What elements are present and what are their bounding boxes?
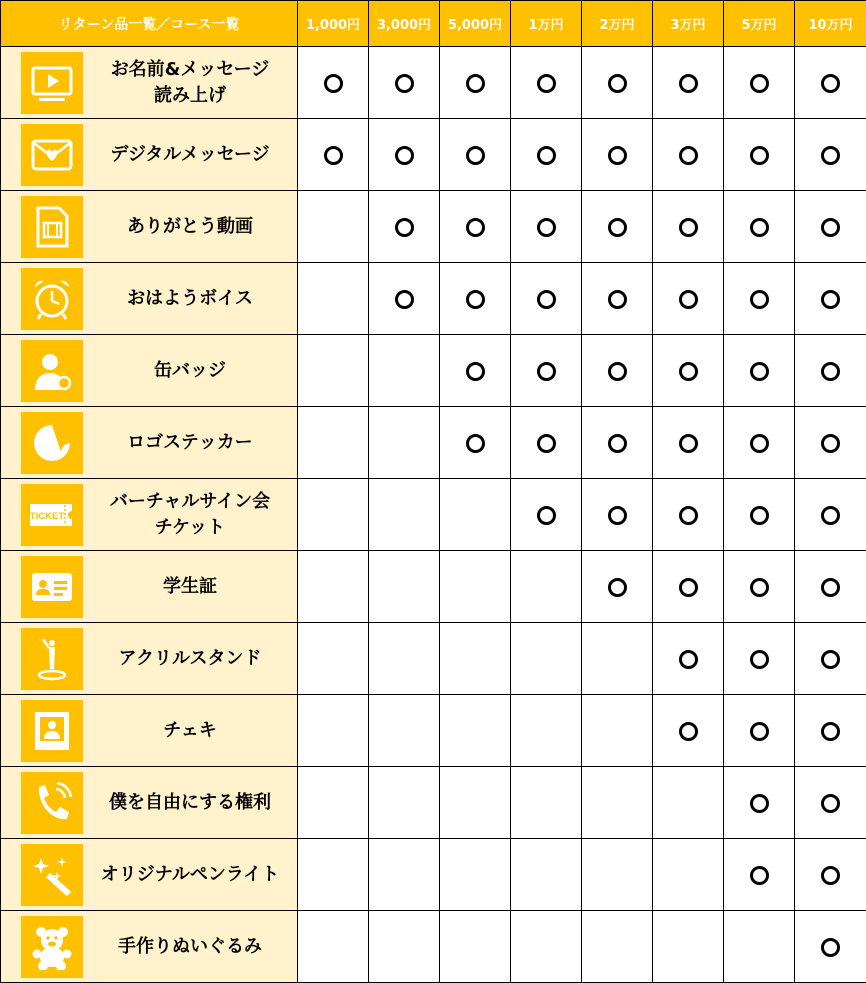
availability-cell (724, 479, 795, 551)
course-header: 5,000円 (440, 1, 511, 47)
item-label-cell (1, 119, 298, 191)
availability-cell (369, 263, 440, 335)
availability-cell (511, 479, 582, 551)
available-mark (395, 290, 414, 309)
course-header: 1万円 (511, 1, 582, 47)
availability-cell (511, 839, 582, 911)
item-name: チェキ (163, 719, 217, 741)
available-mark (821, 794, 840, 813)
available-mark (679, 74, 698, 93)
available-mark (821, 722, 840, 741)
availability-cell (653, 335, 724, 407)
item-label-cell (1, 695, 298, 767)
available-mark (537, 74, 556, 93)
availability-cell (582, 767, 653, 839)
availability-cell (440, 839, 511, 911)
availability-cell (653, 839, 724, 911)
available-mark (821, 866, 840, 885)
availability-cell (582, 407, 653, 479)
availability-cell (298, 119, 369, 191)
availability-cell (298, 191, 369, 263)
available-mark (750, 866, 769, 885)
availability-cell (724, 47, 795, 119)
table-row (1, 263, 866, 335)
item-name: バーチャルサイン会 チケット (109, 490, 271, 538)
available-mark (395, 218, 414, 237)
availability-cell (582, 623, 653, 695)
availability-cell (369, 191, 440, 263)
availability-cell (440, 479, 511, 551)
available-mark (608, 578, 627, 597)
availability-cell (582, 695, 653, 767)
availability-cell (724, 119, 795, 191)
item-label-cell (1, 47, 298, 119)
available-mark (821, 146, 840, 165)
available-mark (821, 578, 840, 597)
available-mark (466, 290, 485, 309)
available-mark (821, 650, 840, 669)
magic-wand-icon (21, 844, 83, 906)
item-label-cell (1, 839, 298, 911)
ticket-icon (21, 484, 83, 546)
available-mark (608, 218, 627, 237)
available-mark (466, 74, 485, 93)
table-row (1, 695, 866, 767)
table-row (1, 839, 866, 911)
available-mark (537, 146, 556, 165)
availability-cell (653, 695, 724, 767)
available-mark (821, 290, 840, 309)
item-label-cell (1, 911, 298, 983)
availability-cell (511, 191, 582, 263)
availability-cell (369, 479, 440, 551)
availability-cell (724, 407, 795, 479)
available-mark (750, 650, 769, 669)
availability-cell (369, 839, 440, 911)
available-mark (466, 362, 485, 381)
availability-cell (724, 767, 795, 839)
available-mark (750, 506, 769, 525)
availability-cell (582, 47, 653, 119)
availability-cell (298, 551, 369, 623)
available-mark (750, 218, 769, 237)
availability-cell (653, 479, 724, 551)
item-name: デジタルメッセージ (110, 143, 270, 165)
teddy-bear-icon (21, 916, 83, 978)
availability-cell (369, 407, 440, 479)
table-row (1, 407, 866, 479)
available-mark (537, 218, 556, 237)
availability-cell (653, 767, 724, 839)
availability-cell (298, 335, 369, 407)
item-label-cell (1, 407, 298, 479)
acrylic-stand-icon (21, 628, 83, 690)
available-mark (395, 146, 414, 165)
availability-cell (724, 551, 795, 623)
availability-cell (369, 911, 440, 983)
available-mark (537, 362, 556, 381)
item-name: 缶バッジ (154, 359, 226, 381)
course-header: 5万円 (724, 1, 795, 47)
availability-cell (582, 263, 653, 335)
availability-cell (298, 839, 369, 911)
availability-cell (440, 335, 511, 407)
availability-cell (795, 839, 866, 911)
table-row (1, 47, 866, 119)
item-name: 手作りぬいぐるみ (118, 935, 262, 957)
availability-cell (440, 695, 511, 767)
availability-cell (582, 839, 653, 911)
item-label-cell (1, 335, 298, 407)
available-mark (821, 938, 840, 957)
availability-cell (795, 407, 866, 479)
available-mark (537, 290, 556, 309)
available-mark (466, 146, 485, 165)
available-mark (608, 506, 627, 525)
available-mark (750, 722, 769, 741)
availability-cell (724, 191, 795, 263)
availability-cell (511, 551, 582, 623)
availability-cell (511, 263, 582, 335)
availability-cell (298, 47, 369, 119)
availability-cell (795, 335, 866, 407)
item-name: ロゴステッカー (127, 431, 253, 453)
table-row (1, 479, 866, 551)
available-mark (679, 722, 698, 741)
availability-cell (653, 191, 724, 263)
availability-cell (582, 551, 653, 623)
availability-cell (440, 407, 511, 479)
availability-cell (795, 47, 866, 119)
available-mark (679, 578, 698, 597)
item-name: ありがとう動画 (127, 215, 253, 237)
svg-text:TICKET: TICKET (29, 510, 65, 522)
availability-cell (653, 551, 724, 623)
course-header: 1,000円 (298, 1, 369, 47)
available-mark (679, 650, 698, 669)
availability-cell (795, 911, 866, 983)
item-name: 学生証 (163, 575, 217, 597)
availability-cell (298, 623, 369, 695)
available-mark (750, 74, 769, 93)
availability-cell (795, 263, 866, 335)
video-file-icon (21, 196, 83, 258)
table-row (1, 119, 866, 191)
availability-cell (511, 47, 582, 119)
availability-cell (653, 47, 724, 119)
item-name: お名前&メッセージ 読み上げ (110, 58, 270, 106)
availability-cell (724, 911, 795, 983)
availability-cell (298, 479, 369, 551)
availability-cell (369, 551, 440, 623)
availability-cell (653, 623, 724, 695)
availability-cell (440, 911, 511, 983)
availability-cell (369, 335, 440, 407)
id-card-icon (21, 556, 83, 618)
availability-cell (724, 263, 795, 335)
availability-cell (440, 191, 511, 263)
available-mark (608, 146, 627, 165)
item-label-cell (1, 767, 298, 839)
availability-cell (440, 119, 511, 191)
available-mark (750, 290, 769, 309)
item-name: アクリルスタンド (118, 647, 262, 669)
available-mark (750, 362, 769, 381)
available-mark (608, 74, 627, 93)
availability-cell (511, 623, 582, 695)
availability-cell (440, 551, 511, 623)
availability-cell (440, 263, 511, 335)
alarm-clock-icon (21, 268, 83, 330)
course-header: 2万円 (582, 1, 653, 47)
table-title: リターン品一覧／コース一覧 (1, 1, 298, 47)
availability-cell (511, 407, 582, 479)
available-mark (537, 506, 556, 525)
availability-cell (511, 767, 582, 839)
availability-cell (653, 911, 724, 983)
available-mark (324, 146, 343, 165)
availability-cell (582, 191, 653, 263)
available-mark (750, 434, 769, 453)
available-mark (679, 506, 698, 525)
item-label-cell (1, 479, 298, 551)
table-row (1, 911, 866, 983)
availability-cell (795, 479, 866, 551)
table-row (1, 551, 866, 623)
available-mark (750, 146, 769, 165)
person-badge-icon (21, 340, 83, 402)
available-mark (750, 578, 769, 597)
course-header: 3,000円 (369, 1, 440, 47)
availability-cell (795, 119, 866, 191)
available-mark (608, 290, 627, 309)
available-mark (466, 218, 485, 237)
table-row (1, 335, 866, 407)
availability-cell (653, 119, 724, 191)
availability-cell (298, 407, 369, 479)
available-mark (537, 434, 556, 453)
availability-cell (795, 695, 866, 767)
available-mark (821, 506, 840, 525)
header-row (1, 1, 866, 47)
available-mark (679, 146, 698, 165)
availability-cell (298, 767, 369, 839)
availability-cell (795, 623, 866, 695)
envelope-heart-icon (21, 124, 83, 186)
availability-cell (369, 623, 440, 695)
availability-cell (724, 695, 795, 767)
phone-call-icon (21, 772, 83, 834)
availability-cell (582, 479, 653, 551)
tv-play-icon (21, 52, 83, 114)
availability-cell (369, 767, 440, 839)
availability-cell (440, 47, 511, 119)
availability-cell (724, 335, 795, 407)
available-mark (821, 218, 840, 237)
item-label-cell (1, 191, 298, 263)
availability-cell (582, 911, 653, 983)
available-mark (466, 434, 485, 453)
availability-cell (298, 263, 369, 335)
available-mark (821, 74, 840, 93)
course-header: 3万円 (653, 1, 724, 47)
item-name: オリジナルペンライト (100, 863, 280, 885)
available-mark (679, 434, 698, 453)
table-row (1, 767, 866, 839)
item-label-cell (1, 263, 298, 335)
availability-cell (440, 623, 511, 695)
availability-cell (511, 695, 582, 767)
availability-cell (582, 335, 653, 407)
item-label-cell (1, 623, 298, 695)
availability-cell (582, 119, 653, 191)
available-mark (750, 794, 769, 813)
item-name: 僕を自由にする権利 (109, 791, 271, 813)
availability-cell (724, 623, 795, 695)
availability-cell (724, 839, 795, 911)
available-mark (821, 362, 840, 381)
available-mark (821, 434, 840, 453)
item-label-cell (1, 551, 298, 623)
available-mark (679, 290, 698, 309)
photo-frame-icon (21, 700, 83, 762)
available-mark (608, 362, 627, 381)
availability-cell (795, 551, 866, 623)
sticker-icon (21, 412, 83, 474)
available-mark (608, 434, 627, 453)
availability-cell (369, 119, 440, 191)
availability-cell (369, 695, 440, 767)
available-mark (324, 74, 343, 93)
available-mark (395, 74, 414, 93)
availability-cell (653, 407, 724, 479)
availability-cell (511, 119, 582, 191)
availability-cell (369, 47, 440, 119)
availability-cell (795, 191, 866, 263)
availability-cell (511, 335, 582, 407)
table-row (1, 191, 866, 263)
available-mark (679, 362, 698, 381)
available-mark (679, 218, 698, 237)
availability-cell (511, 911, 582, 983)
course-header: 10万円 (795, 1, 866, 47)
availability-cell (298, 695, 369, 767)
availability-cell (795, 767, 866, 839)
table-row (1, 623, 866, 695)
availability-cell (440, 767, 511, 839)
availability-cell (653, 263, 724, 335)
availability-cell (298, 911, 369, 983)
item-name: おはようボイス (127, 287, 253, 309)
